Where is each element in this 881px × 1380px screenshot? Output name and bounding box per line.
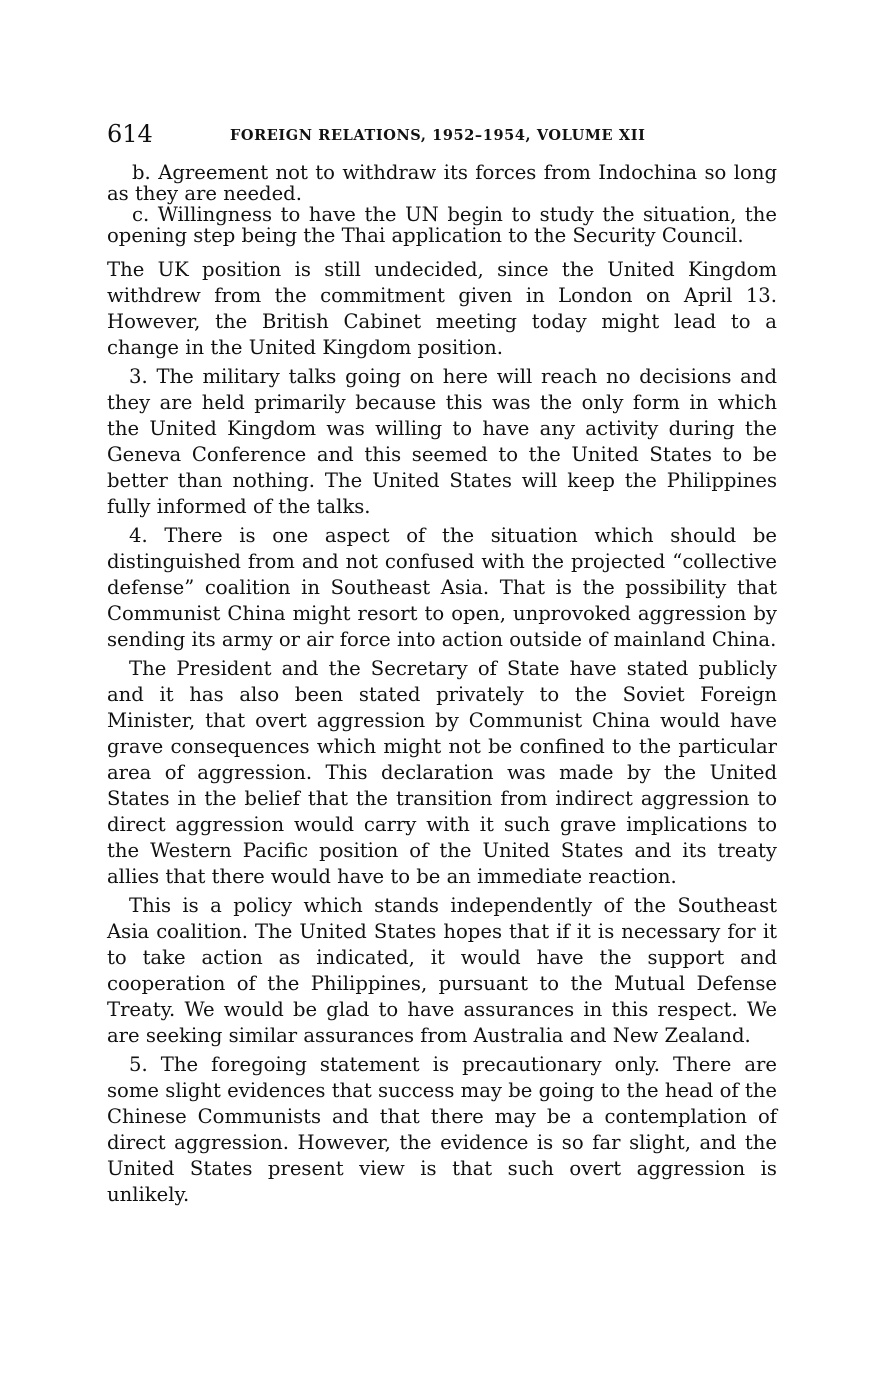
running-head: FOREIGN RELATIONS, 1952–1954, VOLUME XII	[230, 127, 646, 144]
page-number: 614	[107, 120, 153, 148]
body-text	[107, 257, 777, 1208]
paragraph-uk-position: The UK position is still undecided, since the United Kingdom withdrew from the commitment given in London on April 13. However, the British Cabinet meeting today might lead to a change in the United Kingdom position.	[107, 258, 777, 359]
paragraph-point-3: 3. The military talks going on here will reach no decisions and they are held primarily because this was the only form in which the United Kingdom was willing to have any activity during the Geneva Conference and this seemed to the United States to be better than nothing. The United States will keep the Philippines fully informed of the talks.	[107, 365, 777, 518]
sub-item-list	[107, 162, 777, 246]
sub-item-c: c. Willingness to have the UN begin to study the situation, the opening step being the Thai application to the Security Council.	[107, 203, 777, 247]
paragraph-point-4: 4. There is one aspect of the situation which should be distinguished from and not confused with the projected “collective defense” coalition in Southeast Asia. That is the possibility that Communist China might resort to open, unprovoked aggression by sending its army or air force into action outside of mainland China.	[107, 524, 777, 651]
paragraph-president-statement: The President and the Secretary of State have stated publicly and it has also been stated privately to the Soviet Foreign Minister, that overt aggression by Communist China would have grave consequences which might not be confined to the particular area of aggression. This declaration was made by the United States in the belief that the transition from indirect aggression to direct aggression would carry with it such grave implications to the Western Pacific position of the United States and its treaty allies that there would have to be an immediate reaction.	[107, 657, 777, 888]
paragraph-policy: This is a policy which stands independently of the Southeast Asia coalition. The United States hopes that if it is necessary for it to take action as indicated, it would have the support and cooperation of the Philippines, pursuant to the Mutual Defense Treaty. We would be glad to have assurances in this respect. We are seeking similar assurances from Australia and New Zealand.	[107, 894, 777, 1047]
document-page	[107, 118, 777, 1208]
sub-item-b: b. Agreement not to withdraw its forces from Indochina so long as they are needed.	[107, 161, 777, 205]
paragraph-point-5: 5. The foregoing statement is precautionary only. There are some slight evidences that success may be going to the head of the Chinese Communists and that there may be a contemplation of direct aggression. However, the evidence is so far slight, and the United States present view is that such overt aggression is unlikely.	[107, 1053, 777, 1206]
page-header	[107, 118, 777, 154]
